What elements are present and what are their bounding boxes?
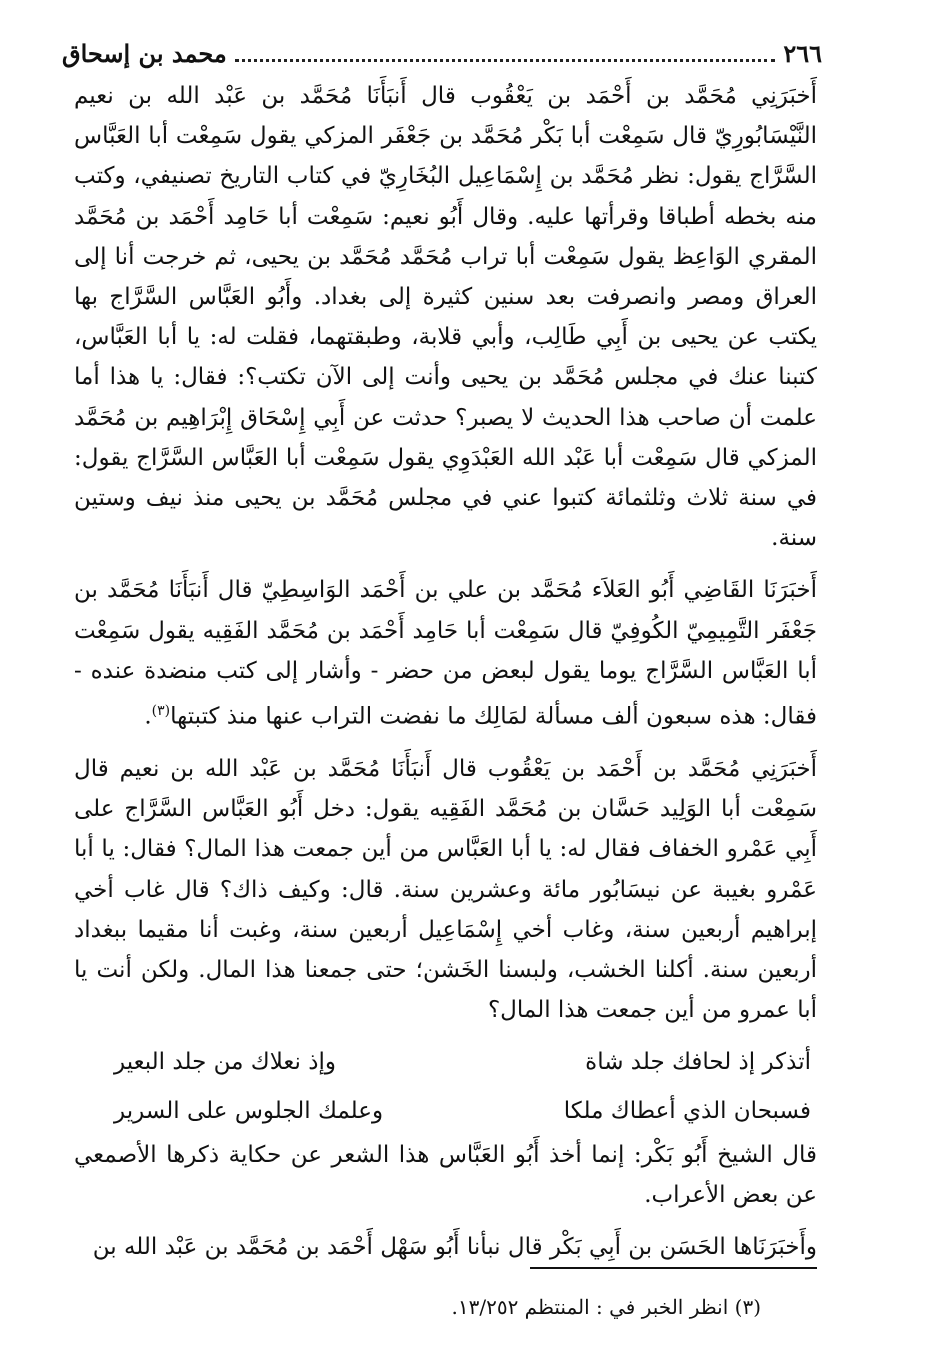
paragraph: وأَخبَرَنَاها الحَسَن بن أَبِي بَكْر قال نبأنا أَبُو سَهْل أَحْمَد بن مُحَمَّد بن عَبْد الله بن (92, 1234, 817, 1261)
paragraph-text: أَخبَرَنَا القَاضِي أَبُو العَلاَء مُحَمَّد بن علي بن أَحْمَد الوَاسِطِيّ قال أَنبَأَنَا مُحَمَّد بن جَعْفَر التَّمِيمِيّ الكُوفِيّ قال سَمِعْت أبا حَامِد أَحْمَد بن مُحَمَّد الفَقِيه يقول سَمِعْت أبا العَبَّاس السَّرَّاج يوما يقول لبعض من حضر - وأشار إلى كتب منضدة عنده - فقال: هذه سبعون ألف مسألة لمَالِك ما نفضت التراب عنها منذ كتبتها (74, 577, 817, 730)
paragraph: أَخبَرَنِي مُحَمَّد بن أَحْمَد بن يَعْقُوب قال أَنبَأَنَا مُحَمَّد بن عَبْد الله بن نعيم النَّيْسَابُورِيّ قال سَمِعْت أبا بَكْر مُحَمَّد بن جَعْفَر المزكي يقول سَمِعْت أبا العَبَّاس السَّرَّاج يقول: نظر مُحَمَّد بن إِسْمَاعِيل البُخَارِيّ في كتاب التاريخ تصنيفي، وكتب منه بخطه أطباقا وقرأتها عليه. وقال أَبُو نعيم: سَمِعْت أبا حَامِد أَحْمَد بن مُحَمَّد المقري الوَاعِظ يقول سَمِعْت أبا تراب مُحَمَّد مُحَمَّد بن يحيى، ثم خرجت أنا إلى العراق ومصر وانصرفت بعد سنين كثيرة إلى بغداد. وأَبُو العَبَّاس السَّرَّاج بها يكتب عن يحيى بن أَبِي طَالِب، وأبي قلابة، وطبقتهما، فقلت له: يا أبا العَبَّاس، كتبنا عنك في مجلس مُحَمَّد بن يحيى وأنت إلى الآن تكتب؟: فقال: يا هذا أما علمت أن صاحب هذا الحديث لا يصبر؟ حدثت عن أَبِي إِسْحَاق إِبْرَاهِيم بن مُحَمَّد المزكي قال سَمِعْت أبا عَبْد الله العَبْدَوِي يقول سَمِعْت أبا العَبَّاس السَّرَّاج يقول: في سنة ثلاث وثلثمائة كتبوا عني في مجلس مُحَمَّد بن يحيى منذ نيف وستين سنة. (74, 83, 817, 552)
verse-first-hemistich: فسبحان الذي أعطاك ملكا (563, 1097, 811, 1124)
verse-line (74, 1042, 817, 1082)
footnote-marker: (٣) (151, 703, 171, 720)
verse-line (74, 1091, 817, 1131)
page-number: ٢٦٦ (783, 38, 822, 68)
main-text (74, 76, 817, 1279)
verse-first-hemistich: أتذكر إذ لحافك جلد شاة (585, 1049, 811, 1076)
footnote: (٣) انظر الخبر في : المنتظم ١٣/٢٥٢. (451, 1295, 761, 1319)
verse-second-hemistich: وإذ نعلاك من جلد البعير (114, 1049, 336, 1076)
paragraph: أَخبَرَنِي مُحَمَّد بن أَحْمَد بن يَعْقُوب قال أَنبَأَنَا مُحَمَّد بن عَبْد الله بن نعيم قال سَمِعْت أبا الوَلِيد حَسَّان بن مُحَمَّد الفَقِيه يقول: دخل أَبُو العَبَّاس السَّرَّاج على أَبِي عَمْرو الخفاف فقال له: يا أبا العَبَّاس من أين جمعت هذا المال؟ فقال: يا أبا عَمْرو بغيبة عن نيسَابُور مائة وعشرين سنة. قال: وكيف ذاك؟ قال غاب أخي إبراهيم أربعين سنة، وغاب أخي إِسْمَاعِيل أربعين سنة، وغبت أنا مقيما ببغداد أربعين سنة. أكلنا الخشب، ولبسنا الخَشن؛ حتى جمعنا هذا المال. ولكن أنت يا أبا عمرو من أين جمعت هذا المال؟ (74, 755, 817, 1024)
verse-second-hemistich: وعلمك الجلوس على السرير (114, 1097, 384, 1124)
paragraph (74, 570, 817, 736)
paragraph: قال الشيخ أَبُو بَكْر: إنما أخذ أَبُو العَبَّاس هذا الشعر عن حكاية ذكرها الأصمعي عن بعض الأعراب. (74, 1141, 817, 1208)
running-title: محمد بن إسحاق (62, 38, 227, 68)
footnote-divider (530, 1267, 817, 1269)
page-header (62, 36, 822, 70)
dotted-leader (235, 45, 776, 62)
paragraph-end-dot: . (144, 703, 152, 730)
